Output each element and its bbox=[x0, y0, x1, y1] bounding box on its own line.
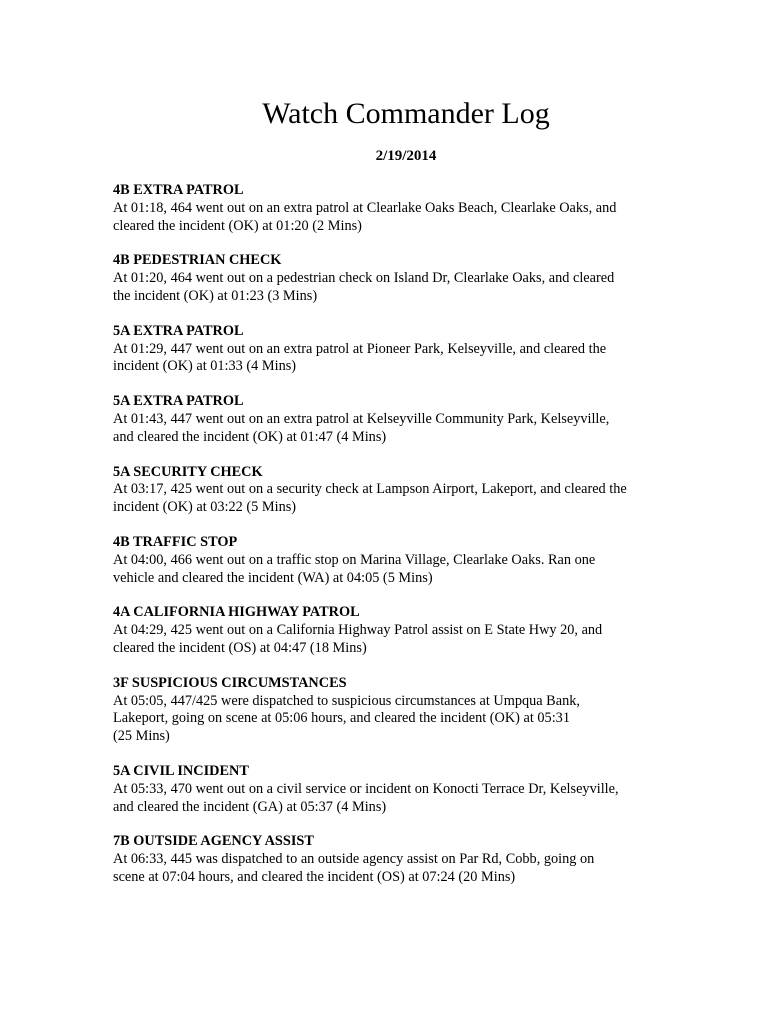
entry-heading: 7B OUTSIDE AGENCY ASSIST bbox=[113, 833, 314, 850]
entry-heading: 4A CALIFORNIA HIGHWAY PATROL bbox=[113, 604, 360, 621]
page-title: Watch Commander Log bbox=[262, 97, 550, 130]
entry-heading: 4B EXTRA PATROL bbox=[113, 182, 244, 198]
entry-heading: 3F SUSPICIOUS CIRCUMSTANCES bbox=[113, 674, 347, 691]
entry-body: At 03:17, 425 went out on a security check at Lampson Airport, Lakeport, and cleared the incident (OK) at 03:22 (5 Mins) bbox=[113, 481, 627, 516]
log-entry bbox=[113, 675, 663, 746]
log-entries bbox=[113, 182, 663, 904]
entry-body: At 01:18, 464 went out on an extra patrol at Clearlake Oaks Beach, Clearlake Oaks, and cleared the incident (OK) at 01:20 (2 Mins) bbox=[113, 199, 617, 234]
entry-body: At 06:33, 445 was dispatched to an outside agency assist on Par Rd, Cobb, going on scene at 07:04 hours, and cleared the incident (OS) at 07:24 (20 Mins) bbox=[113, 851, 595, 885]
entry-heading: 4B TRAFFIC STOP bbox=[113, 533, 238, 550]
entry-heading: 5A EXTRA PATROL bbox=[113, 393, 244, 410]
entry-body: At 01:43, 447 went out on an extra patrol at Kelseyville Community Park, Kelseyville, and cleared the incident (OK) at 01:47 (4 Mins) bbox=[113, 410, 610, 445]
log-date: 2/19/2014 bbox=[375, 148, 437, 164]
log-entry bbox=[113, 464, 663, 517]
log-entry bbox=[113, 534, 663, 587]
entry-body: At 01:20, 464 went out on a pedestrian check on Island Dr, Clearlake Oaks, and cleared the incident (OK) at 01:23 (3 Mins) bbox=[113, 270, 615, 304]
entry-body: At 04:29, 425 went out on a California Highway Patrol assist on E State Hwy 20, and cleared the incident (OS) at 04:47 (18 Mins) bbox=[113, 622, 603, 656]
entry-heading: 5A SECURITY CHECK bbox=[113, 463, 263, 480]
entry-body: At 05:05, 447/425 were dispatched to suspicious circumstances at Umpqua Bank, Lakeport, going on scene at 05:06 hours, and cleared the incident (OK) at 05:31 (25 Mins) bbox=[113, 692, 580, 745]
entry-heading: 4B PEDESTRIAN CHECK bbox=[113, 252, 282, 269]
entry-body: At 01:29, 447 went out on an extra patrol at Pioneer Park, Kelseyville, and cleared the incident (OK) at 01:33 (4 Mins) bbox=[113, 340, 607, 375]
log-entry bbox=[113, 252, 663, 305]
log-entry bbox=[113, 393, 663, 446]
entry-heading: 5A CIVIL INCIDENT bbox=[113, 762, 249, 779]
log-entry bbox=[113, 323, 663, 376]
entry-heading: 5A EXTRA PATROL bbox=[113, 322, 244, 339]
log-entry bbox=[113, 604, 663, 657]
log-entry bbox=[113, 833, 663, 886]
log-entry bbox=[113, 763, 663, 816]
log-entry bbox=[113, 182, 663, 235]
entry-body: At 05:33, 470 went out on a civil service or incident on Konocti Terrace Dr, Kelseyville, and cleared the incident (GA) at 05:37 (4 Mins) bbox=[113, 780, 619, 815]
entry-body: At 04:00, 466 went out on a traffic stop on Marina Village, Clearlake Oaks. Ran one vehicle and cleared the incident (WA) at 04:05 (5 Mins) bbox=[113, 551, 596, 586]
